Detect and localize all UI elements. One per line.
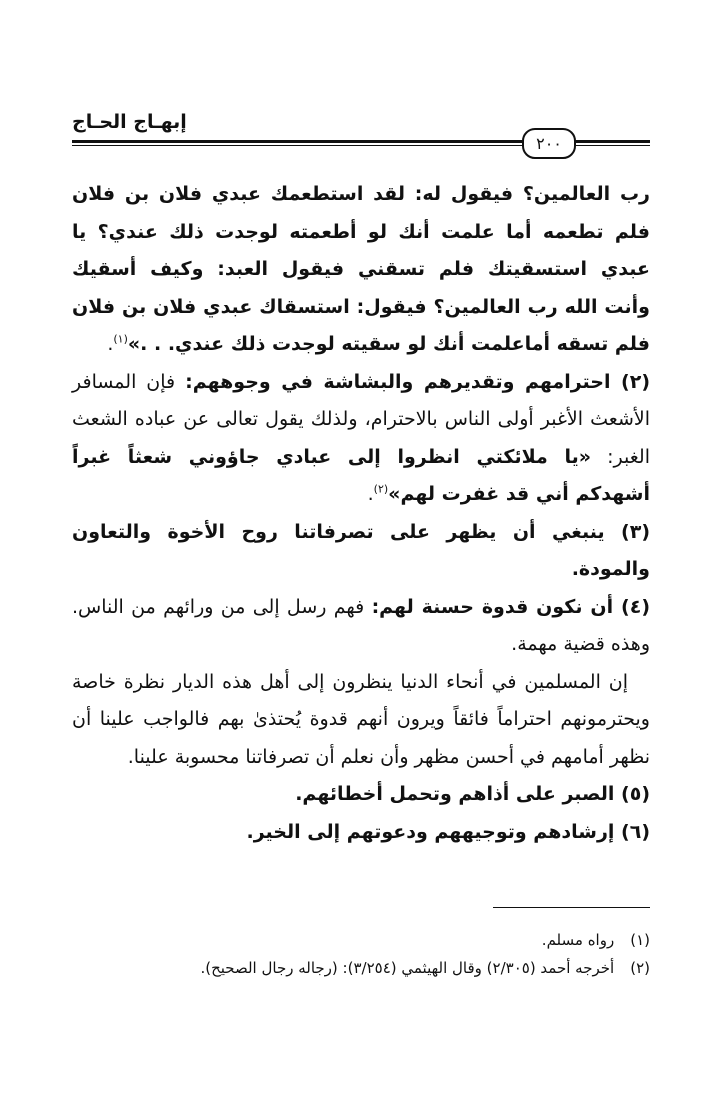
page-number-badge — [522, 128, 576, 159]
footnote-1-number: (١) — [630, 931, 650, 949]
item-6: (٦) إرشادهم وتوجيههم ودعوتهم إلى الخير. — [246, 820, 650, 843]
page-body — [72, 176, 650, 851]
paragraph-muslims: إن المسلمين في أنحاء الدنيا ينظرون إلى أهل هذه الديار نظرة خاصة ويحترمونهم احتراماً فائقاً ويرون أنهم قدوة يُحتذىٰ بهم فالواجب علينا أن نظهر أمامهم في أحسن مظهر وأن نعلم أن تصرفاتنا محسوبة علينا. — [72, 670, 650, 768]
footnote-2-text: أخرجه أحمد (٢/٣٠٥) وقال الهيثمي (٣/٢٥٤): (رجاله رجال الصحيح). — [200, 959, 615, 977]
page-number: ٢٠٠ — [536, 134, 562, 153]
item-2 — [72, 364, 650, 514]
hadith-text: رب العالمين؟ فيقول له: لقد استطعمك عبدي فلان بن فلان فلم تطعمه أما علمت أنك لو أطعمته لوجدت ذلك عندي؟ يا عبدي استسقيتك فلم تسقني فيقول العبد: وكيف أسقيك وأنت الله رب العالمين؟ فيقول: استسقاك عبدي فلان بن فلان فلم تسقه أماعلمت أنك لو سقيته لوجدت ذلك عندي. . .» — [72, 183, 650, 355]
footnote-2-number: (٢) — [630, 959, 650, 977]
item-3: (٣) ينبغي أن يظهر على تصرفاتنا روح الأخوة والتعاون والمودة. — [72, 520, 650, 580]
running-header-title: إبهـاج الحـاج — [72, 111, 187, 133]
item-2-quote: «يا ملائكتي انظروا إلى عبادي جاؤوني شعثاً غبراً أشهدكم أني قد غفرت لهم» — [72, 445, 650, 505]
footnote-2 — [72, 954, 650, 982]
item-5: (٥) الصبر على أذاهم وتحمل أخطائهم. — [295, 783, 650, 805]
hadith-tail: . — [107, 333, 114, 355]
item-2-text: فإن المسافر الأشعث الأغبر أولى الناس بالاحترام، ولذلك يقول تعالى عن عباده الشعث الغبر: — [72, 370, 650, 468]
footnote-1 — [72, 926, 650, 954]
item-2-heading: (٢) احترامهم وتقديرهم والبشاشة في وجوههم: — [185, 370, 650, 393]
footnotes — [72, 926, 650, 982]
item-2-tail: . — [367, 483, 374, 505]
footnote-separator — [493, 907, 650, 908]
footnote-ref-1: (١) — [113, 332, 128, 346]
item-4-text: فهم رسل إلى من ورائهم من الناس. وهذه قضية مهمة. — [72, 595, 650, 655]
footnote-ref-2: (٢) — [373, 482, 389, 496]
paragraph-hadith-continuation — [72, 176, 650, 364]
item-4 — [72, 589, 650, 664]
item-4-heading: (٤) أن نكون قدوة حسنة لهم: — [371, 595, 650, 618]
footnote-1-text: رواه مسلم. — [541, 931, 615, 949]
